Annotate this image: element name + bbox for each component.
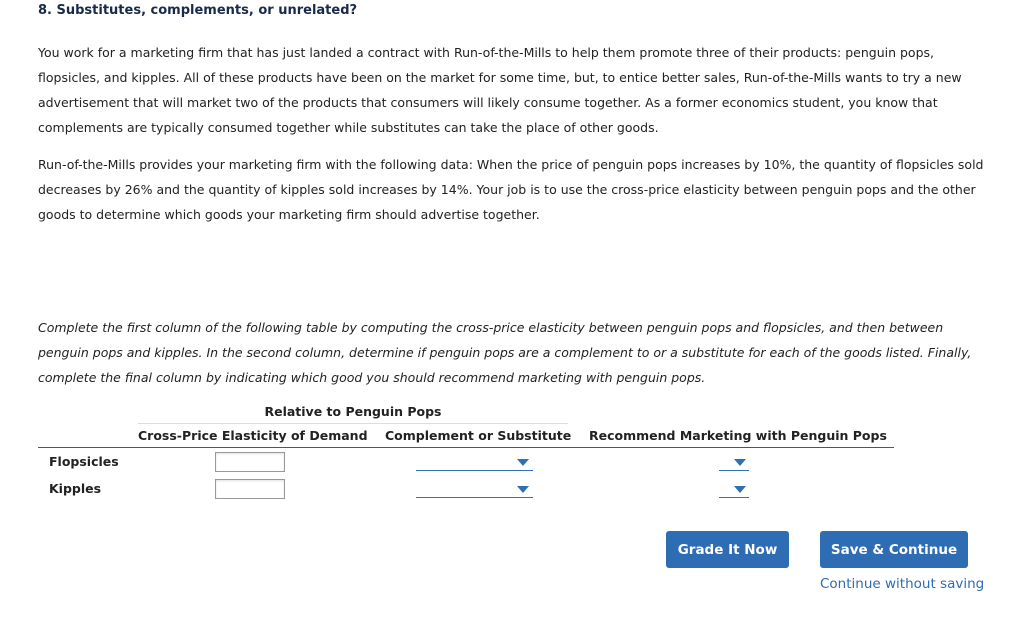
recommend-dropdown-flopsicles[interactable] xyxy=(719,454,749,471)
row-label-kipples: Kipples xyxy=(49,481,102,496)
grade-it-now-button[interactable]: Grade It Now xyxy=(666,531,789,568)
save-and-continue-button[interactable]: Save & Continue xyxy=(820,531,968,568)
relation-dropdown-flopsicles[interactable] xyxy=(416,454,533,471)
header-divider xyxy=(38,447,894,448)
row-label-flopsicles: Flopsicles xyxy=(49,454,119,469)
column-header-elasticity: Cross-Price Elasticity of Demand xyxy=(138,428,368,443)
continue-without-saving-link[interactable]: Continue without saving xyxy=(820,576,985,592)
elasticity-input-kipples[interactable] xyxy=(215,479,285,499)
caret-down-icon xyxy=(517,486,529,493)
column-header-recommend: Recommend Marketing with Penguin Pops xyxy=(589,428,887,443)
data-paragraph: Run-of-the-Mills provides your marketing firm with the following data: When the price of penguin pops increases by 10%, the quantity of flopsicles sold decreases by 26% and the quantity of kipples sold increases by 14%. Your job is to use the cross-price elasticity between penguin pops and the other goods to determine which goods your marketing firm should advertise together. xyxy=(38,157,984,222)
recommend-dropdown-kipples[interactable] xyxy=(719,481,749,498)
caret-down-icon xyxy=(734,486,746,493)
column-header-relation: Complement or Substitute xyxy=(385,428,572,443)
group-header: Relative to Penguin Pops xyxy=(138,404,568,424)
elasticity-input-flopsicles[interactable] xyxy=(215,452,285,472)
instructions: Complete the first column of the following table by computing the cross-price elasticity between penguin pops and flopsicles, and then between penguin pops and kipples. In the second column, determine if penguin pops are a complement to or a substitute for each of the goods listed. Finally, complete the final column by indicating which good you should recommend marketing with penguin pops. xyxy=(38,320,972,385)
caret-down-icon xyxy=(517,459,529,466)
caret-down-icon xyxy=(734,459,746,466)
relation-dropdown-kipples[interactable] xyxy=(416,481,533,498)
intro-paragraph: You work for a marketing firm that has just landed a contract with Run-of-the-Mills to help them promote three of their products: penguin pops, flopsicles, and kipples. All of these products have been on the market for some time, but, to entice better sales, Run-of-the-Mills wants to try a new advertisement that will market two of the products that consumers will likely consume together. As a former economics student, you know that complements are typically consumed together while substitutes can take the place of other goods. xyxy=(38,45,962,135)
question-title: 8. Substitutes, complements, or unrelated? xyxy=(38,3,358,18)
